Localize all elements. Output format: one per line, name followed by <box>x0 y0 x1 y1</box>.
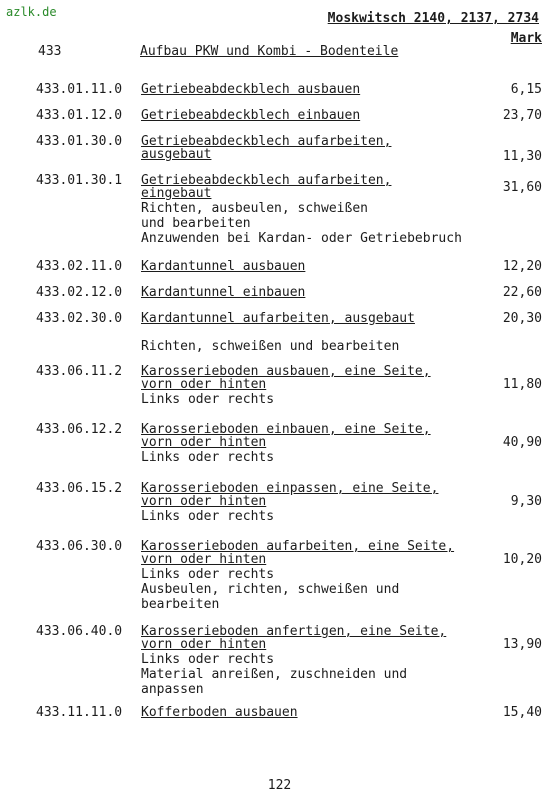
item-price: 9,30 <box>510 494 542 509</box>
item-code: 433.01.30.1 <box>36 173 123 188</box>
item-note: Richten, schweißen und bearbeiten <box>141 339 400 354</box>
item-description-line: vorn oder hinten <box>141 637 267 652</box>
item-description-line: Getriebeabdeckblech einbauen <box>141 108 361 123</box>
item-description-line: Karosserieboden ausbauen, eine Seite, <box>141 364 431 379</box>
item-description <box>141 625 446 696</box>
item-description <box>141 286 305 299</box>
item-code: 433.01.30.0 <box>36 134 123 149</box>
item-description <box>141 423 431 464</box>
item-note: Ausbeulen, richten, schweißen und <box>141 582 400 597</box>
section-title: Aufbau PKW und Kombi - Bodenteile <box>140 44 399 59</box>
item-description <box>141 706 298 719</box>
item-price: 31,60 <box>502 180 542 195</box>
item-description <box>141 338 399 353</box>
item-description-line: Karosserieboden aufarbeiten, eine Seite, <box>141 539 455 554</box>
item-description-line: Karosserieboden einbauen, eine Seite, <box>141 422 431 437</box>
item-code: 433.02.12.0 <box>36 285 123 300</box>
item-description-line: Kardantunnel aufarbeiten, ausgebaut <box>141 311 415 326</box>
page-number: 122 <box>267 778 292 793</box>
item-description-line: Getriebeabdeckblech ausbauen <box>141 82 361 97</box>
item-description-line: Kardantunnel ausbauen <box>141 259 306 274</box>
price-column-header: Mark <box>510 31 542 46</box>
item-note: Material anreißen, zuschneiden und <box>141 667 408 682</box>
item-description-line: Getriebeabdeckblech aufarbeiten, <box>141 173 392 188</box>
item-price: 10,20 <box>502 552 542 567</box>
item-description-line: vorn oder hinten <box>141 435 267 450</box>
item-description <box>141 312 415 325</box>
item-description <box>141 83 360 96</box>
item-code: 433.01.12.0 <box>36 108 123 123</box>
item-note: Anzuwenden bei Kardan- oder Getriebebruch <box>141 231 462 246</box>
item-note: Links oder rechts <box>141 392 275 407</box>
item-description <box>141 109 360 122</box>
item-price: 11,30 <box>502 149 542 164</box>
item-description-line: vorn oder hinten <box>141 552 267 567</box>
item-code: 433.11.11.0 <box>36 705 123 720</box>
item-code: 433.06.15.2 <box>36 481 123 496</box>
item-description <box>141 540 454 611</box>
item-price: 20,30 <box>502 311 542 326</box>
item-code: 433.06.12.2 <box>36 422 123 437</box>
item-code: 433.06.11.2 <box>36 364 123 379</box>
item-note: Richten, ausbeulen, schweißen <box>141 201 368 216</box>
item-note: bearbeiten <box>141 597 220 612</box>
item-note: Links oder rechts <box>141 509 275 524</box>
item-description-line: Karosserieboden einpassen, eine Seite, <box>141 481 439 496</box>
item-description-line: Getriebeabdeckblech aufarbeiten, <box>141 134 392 149</box>
item-note: Links oder rechts <box>141 450 275 465</box>
item-code: 433.01.11.0 <box>36 82 123 97</box>
item-price: 40,90 <box>502 435 542 450</box>
item-description-line: eingebaut <box>141 186 212 201</box>
item-code: 433.02.30.0 <box>36 311 123 326</box>
item-description <box>141 135 391 161</box>
item-description <box>141 174 462 245</box>
item-price: 6,15 <box>510 82 542 97</box>
item-price: 12,20 <box>502 259 542 274</box>
watermark: azlk.de <box>6 5 57 19</box>
item-description <box>141 260 305 273</box>
item-note: anpassen <box>141 682 204 697</box>
item-note: Links oder rechts <box>141 567 275 582</box>
item-description-line: Kardantunnel einbauen <box>141 285 306 300</box>
item-description <box>141 365 431 406</box>
item-price: 22,60 <box>502 285 542 300</box>
section-code: 433 <box>38 44 62 59</box>
item-price: 11,80 <box>502 377 542 392</box>
item-price: 23,70 <box>502 108 542 123</box>
item-description-line: vorn oder hinten <box>141 377 267 392</box>
item-price: 15,40 <box>502 705 542 720</box>
item-description-line: vorn oder hinten <box>141 494 267 509</box>
item-note: und bearbeiten <box>141 216 251 231</box>
item-note: Links oder rechts <box>141 652 275 667</box>
item-code: 433.02.11.0 <box>36 259 123 274</box>
item-description-line: Kofferboden ausbauen <box>141 705 298 720</box>
item-description <box>141 482 438 523</box>
item-code: 433.06.30.0 <box>36 539 123 554</box>
item-description-line: ausgebaut <box>141 147 212 162</box>
item-description-line: Karosserieboden anfertigen, eine Seite, <box>141 624 447 639</box>
item-code: 433.06.40.0 <box>36 624 123 639</box>
document-title: Moskwitsch 2140, 2137, 2734 <box>327 11 539 26</box>
item-price: 13,90 <box>502 637 542 652</box>
